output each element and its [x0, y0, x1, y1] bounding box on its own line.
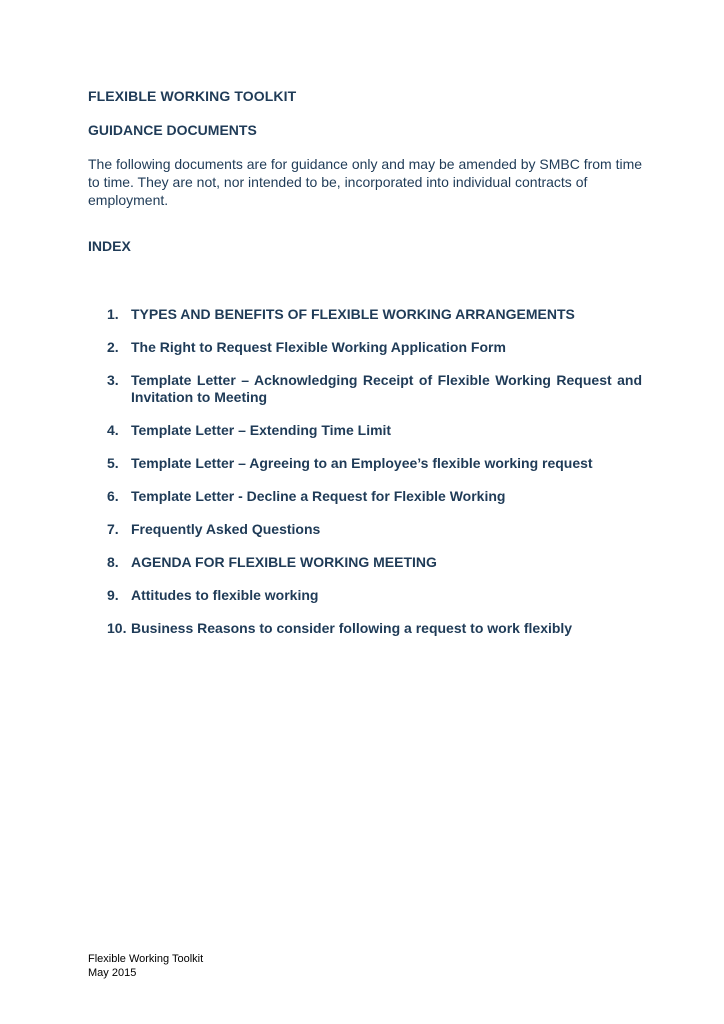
index-item-text: Template Letter – Acknowledging Receipt of Flexible Working Request and Invitation to Meeting	[131, 372, 642, 405]
index-item	[107, 455, 642, 472]
index-heading: INDEX	[88, 238, 131, 254]
index-item-text: Frequently Asked Questions	[131, 521, 321, 537]
index-item	[107, 339, 642, 356]
index-item-text: Business Reasons to consider following a request to work flexibly	[131, 620, 573, 636]
index-item-number: 10.	[107, 620, 127, 636]
index-item-number: 5.	[107, 455, 119, 471]
index-item-number: 3.	[107, 372, 119, 388]
index-item	[107, 306, 642, 323]
index-item-number: 8.	[107, 554, 119, 570]
index-item-text: Template Letter - Decline a Request for Flexible Working	[131, 488, 506, 504]
intro-paragraph: The following documents are for guidance only and may be amended by SMBC from time to time. They are not, nor intended to be, incorporated into individual contracts of employment.	[88, 156, 643, 208]
index-item-text: AGENDA FOR FLEXIBLE WORKING MEETING	[131, 554, 437, 570]
index-item-text: TYPES AND BENEFITS OF FLEXIBLE WORKING ARRANGEMENTS	[131, 306, 575, 322]
index-item	[107, 521, 642, 538]
document-title: FLEXIBLE WORKING TOOLKIT	[88, 88, 297, 104]
index-item	[107, 372, 642, 406]
index-item-number: 4.	[107, 422, 119, 438]
document-subtitle: GUIDANCE DOCUMENTS	[88, 122, 257, 138]
index-item-number: 1.	[107, 306, 119, 322]
index-item	[107, 620, 642, 637]
index-item	[107, 488, 642, 505]
footer-date: May 2015	[88, 967, 137, 979]
index-item-text: Template Letter – Extending Time Limit	[131, 422, 392, 438]
page-footer	[88, 952, 203, 980]
index-item-text: Attitudes to flexible working	[131, 587, 319, 603]
index-item-number: 9.	[107, 587, 119, 603]
index-item-number: 2.	[107, 339, 119, 355]
index-item-number: 7.	[107, 521, 119, 537]
index-item	[107, 587, 642, 604]
index-list	[107, 306, 642, 653]
index-item-number: 6.	[107, 488, 119, 504]
index-item-text: The Right to Request Flexible Working Application Form	[131, 339, 506, 355]
index-item-text: Template Letter – Agreeing to an Employee’s flexible working request	[131, 455, 593, 471]
footer-document-name: Flexible Working Toolkit	[88, 953, 204, 965]
index-item	[107, 422, 642, 439]
index-item	[107, 554, 642, 571]
